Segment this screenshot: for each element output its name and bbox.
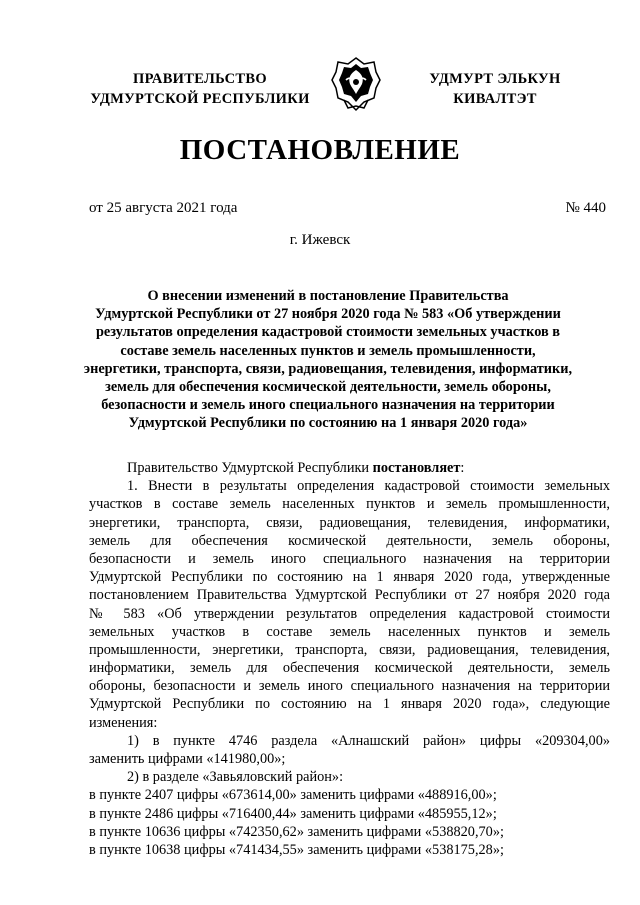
subject-line: земель для обеспечения космической деятельности, земель обороны,	[105, 379, 551, 396]
paragraph-line: земель для обеспечения космической деятельности, земель обороны,	[89, 532, 610, 549]
udmurt-emblem-icon	[330, 56, 382, 114]
item2-line: в пункте 10638 цифры «741434,55» заменить цифрами «538175,28»;	[89, 841, 504, 858]
intro-text: Правительство Удмуртской Республики	[127, 460, 373, 476]
subject-line: Удмуртской Республики по состоянию на 1 января 2020 года»	[128, 415, 528, 432]
paragraph-line: информатики, земель для обеспечения космической деятельности, земель	[89, 660, 610, 677]
item2-heading: 2) в разделе «Завьяловский район»:	[127, 769, 344, 786]
subject-line: Удмуртской Республики от 27 ноября 2020 года № 583 «Об утверждении	[95, 306, 561, 323]
subject-line: безопасности и земель иного специального назначения на территории	[101, 397, 555, 414]
government-name-udmurt-line1: УДМУРТ ЭЛЬКУН	[429, 71, 561, 87]
item1-line: заменить цифрами «141980,00»;	[89, 751, 286, 767]
government-name-russian	[80, 69, 320, 109]
paragraph-line: постановлением Правительства Удмуртской Республики от 27 ноября 2020 года	[89, 587, 610, 604]
item2-line: в пункте 2486 цифры «716400,44» заменить цифрами «485955,12»;	[89, 805, 497, 822]
subject-line: составе земель населенных пунктов и земель промышленности,	[120, 342, 536, 359]
subject-line: О внесении изменений в постановление Правительства	[147, 288, 509, 304]
document-subject	[82, 287, 574, 433]
government-name-line1: ПРАВИТЕЛЬСТВО	[133, 71, 267, 87]
body-intro	[89, 459, 610, 477]
paragraph-line: энергетики, транспорта, связи, радиовещания, телевидения, информатики,	[89, 514, 610, 531]
subject-line: энергетики, транспорта, связи, радиовещания, телевидения, информатики,	[83, 360, 573, 377]
paragraph-line: 1. Внести в результаты определения кадастровой стоимости земельных	[127, 478, 610, 495]
paragraph-line: Удмуртской Республики по состоянию на 1 января 2020 года, утвержденные	[89, 569, 610, 586]
item2-line: в пункте 2407 цифры «673614,00» заменить цифрами «488916,00»;	[89, 787, 497, 804]
government-name-udmurt-line2: КИВАЛТЭТ	[453, 91, 537, 107]
document-date: от 25 августа 2021 года	[89, 200, 238, 216]
document-city: г. Ижевск	[289, 232, 351, 248]
paragraph-line: изменения:	[89, 714, 158, 731]
paragraph-line: № 583 «Об утверждении результатов определения кадастровой стоимости	[89, 605, 610, 622]
intro-colon: :	[460, 460, 465, 476]
paragraph-line: земельных участков в составе земель населенных пунктов и земель	[89, 623, 610, 640]
subject-line: результатов определения кадастровой стоимости земельных участков в	[95, 324, 561, 341]
document-number: № 440	[565, 200, 606, 216]
document-body	[89, 459, 610, 859]
paragraph-line: промышленности, энергетики, транспорта, связи, радиовещания, телевидения,	[89, 641, 610, 658]
paragraph-line: Удмуртской Республики по состоянию на 1 января 2020 года», следующие	[89, 696, 610, 713]
item1-line: 1) в пункте 4746 раздела «Алнашский район» цифры «209304,00»	[127, 732, 610, 749]
government-name-udmurt	[410, 69, 580, 109]
government-name-line2: УДМУРТСКОЙ РЕСПУБЛИКИ	[90, 91, 310, 107]
document-title: ПОСТАНОВЛЕНИЕ	[179, 134, 461, 166]
paragraph-line: безопасности и земель иного специального назначения на территории	[89, 550, 610, 567]
item2-line: в пункте 10636 цифры «742350,62» заменить цифрами «538820,70»;	[89, 823, 504, 840]
intro-verb: постановляет	[372, 460, 461, 476]
paragraph-line: участков в составе земель населенных пунктов и земель промышленности,	[89, 496, 610, 513]
paragraph-line: обороны, безопасности и земель иного специального назначения на территории	[89, 678, 610, 695]
